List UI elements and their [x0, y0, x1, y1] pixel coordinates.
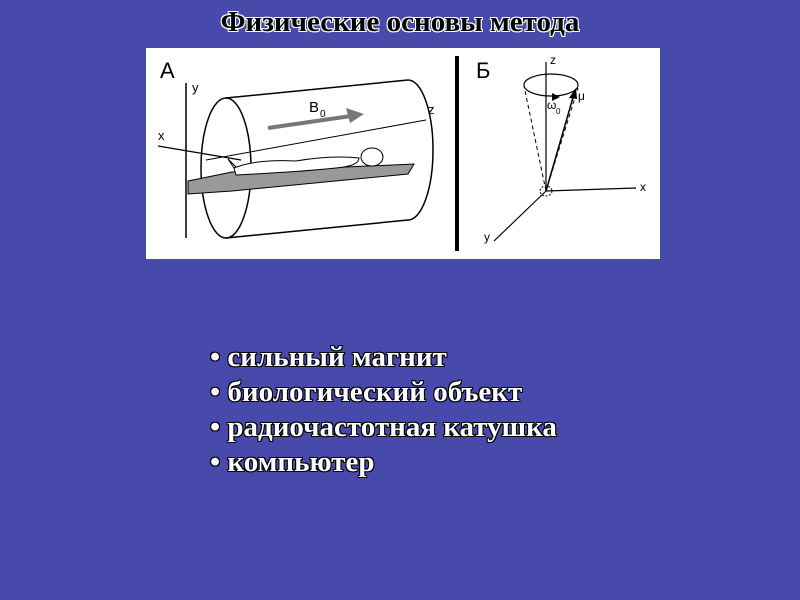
cone-left-edge — [524, 86, 546, 191]
panel-b-y-label: y — [484, 230, 490, 244]
patient-head — [361, 148, 383, 166]
omega-label: ω — [547, 98, 557, 112]
panel-a-y-label: y — [192, 80, 199, 95]
panel-a-label: А — [160, 58, 175, 83]
b0-subscript: 0 — [320, 109, 326, 120]
b0-arrow-shaft — [268, 116, 351, 128]
panel-divider — [455, 56, 459, 251]
omega-subscript: 0 — [556, 107, 561, 116]
panel-a-x-axis — [158, 146, 241, 160]
panel-b-x-label: x — [640, 180, 646, 194]
bullet-item: • сильный магнит — [210, 340, 557, 375]
panel-b-z-label: z — [550, 53, 556, 67]
panel-b-x-axis — [546, 188, 636, 191]
bullet-item: • радиочастотная катушка — [210, 410, 557, 445]
mri-diagram-svg — [146, 48, 660, 259]
slide-title: Физические основы метода — [220, 6, 580, 38]
bullet-item: • биологический объект — [210, 375, 557, 410]
panel-a-z-label: z — [428, 102, 435, 117]
mri-diagram-figure — [146, 48, 660, 259]
patient-feet — [228, 159, 236, 168]
precession-circle — [524, 74, 578, 96]
panel-a-x-label: x — [158, 128, 165, 143]
magnet-bottom-edge — [226, 220, 408, 238]
mu-arrowhead — [569, 88, 577, 99]
mu-label: μ — [578, 89, 585, 103]
b0-arrow-head — [346, 108, 364, 123]
panel-a-z-axis — [206, 120, 426, 160]
bullet-item: • компьютер — [210, 445, 557, 480]
magnet-back-arc — [408, 80, 433, 220]
panel-b-y-axis — [494, 191, 546, 241]
b0-label: B — [309, 99, 320, 116]
bullet-list — [210, 340, 557, 480]
magnet-top-edge — [226, 80, 408, 98]
panel-b-label: Б — [476, 58, 491, 83]
